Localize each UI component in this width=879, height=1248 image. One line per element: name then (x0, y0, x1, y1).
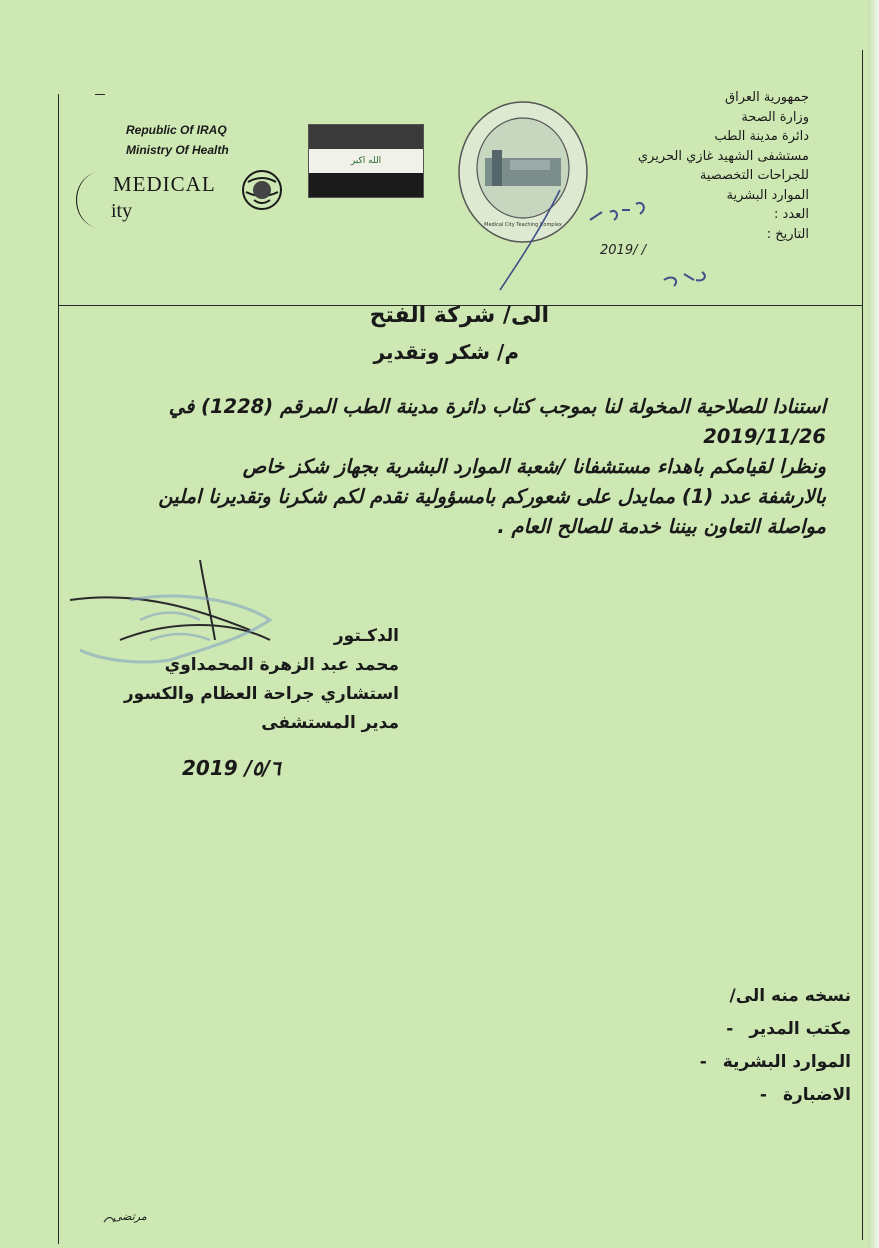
signature-line: مدير المستشفى (261, 713, 399, 733)
signature-line: الدكـتور (333, 626, 399, 646)
letterhead-line: للجراحات التخصصية (699, 168, 809, 183)
ministry-label: Ministry Of Health (126, 143, 229, 157)
letterhead-line: دائرة مدينة الطب (714, 129, 809, 144)
copy-item (631, 1013, 851, 1046)
copy-item-bullet: - (726, 1019, 734, 1039)
letterhead-line: العدد : (774, 207, 809, 222)
crescent-icon (76, 172, 100, 228)
copy-item-label: الموارد البشرية (722, 1052, 851, 1072)
seal-caption: Medical City Teaching Complex (484, 222, 562, 228)
recipient-line: الى/ شركة الفتح (369, 303, 549, 328)
typist-initials: مرتضى (113, 1210, 147, 1223)
copy-item-bullet: - (699, 1052, 707, 1072)
letterhead-line: الموارد البشرية (726, 187, 809, 203)
body-line: 2019/11/26 (703, 425, 826, 448)
subject-line: م/ شكر وتقدير (373, 340, 519, 364)
signature-line: استشاري جراحة العظام والكسور (123, 684, 399, 704)
letterhead-line: جمهورية العراق (725, 90, 809, 105)
medical-city-logo-suffix: ity (111, 200, 133, 222)
copy-item-label: مكتب المدير (749, 1019, 851, 1039)
letterhead-line: وزارة الصحة (741, 109, 809, 125)
flag-text: الله اكبر (309, 149, 423, 173)
letterhead-line: التاريخ : (766, 226, 809, 242)
body-line: ونظرا لقيامكم باهداء مستشفانا /شعبة الموارد البشرية بجهاز شكز خاص (242, 455, 826, 478)
body-line: استنادا للصلاحية المخولة لنا بموجب كتاب دائرة مدينة الطب المرقم (1228) في (168, 395, 826, 418)
signature-block (39, 622, 399, 738)
body-line: مواصلة التعاون بيننا خدمة للصالح العام . (497, 515, 826, 538)
signature-date: 2019 /٥/٦ (182, 756, 281, 780)
header-date: 2019/ / (600, 243, 646, 258)
iraq-flag-icon (308, 124, 424, 198)
letterhead-line: مستشفى الشهيد غازي الحريري (637, 148, 809, 164)
copy-item (631, 1079, 851, 1112)
letter-body (66, 392, 826, 542)
copies-title: نسخه منه الى/ (729, 986, 851, 1006)
copies-list (631, 980, 851, 1112)
copy-item-label: الاضبارة (782, 1085, 851, 1105)
copy-item (631, 1046, 851, 1079)
signature-line: محمد عبد الزهرة المحمداوي (164, 655, 399, 675)
copy-item-bullet: - (759, 1085, 767, 1105)
hospital-seal-icon (459, 102, 587, 242)
medical-city-logo-text: MEDICAL (113, 172, 216, 196)
body-line: بالارشفة عدد (1) ممايدل على شعوركم بامسؤولية نقدم لكم شكرنا وتقديرنا املين (158, 485, 826, 508)
republic-label: Republic Of IRAQ (126, 123, 227, 137)
